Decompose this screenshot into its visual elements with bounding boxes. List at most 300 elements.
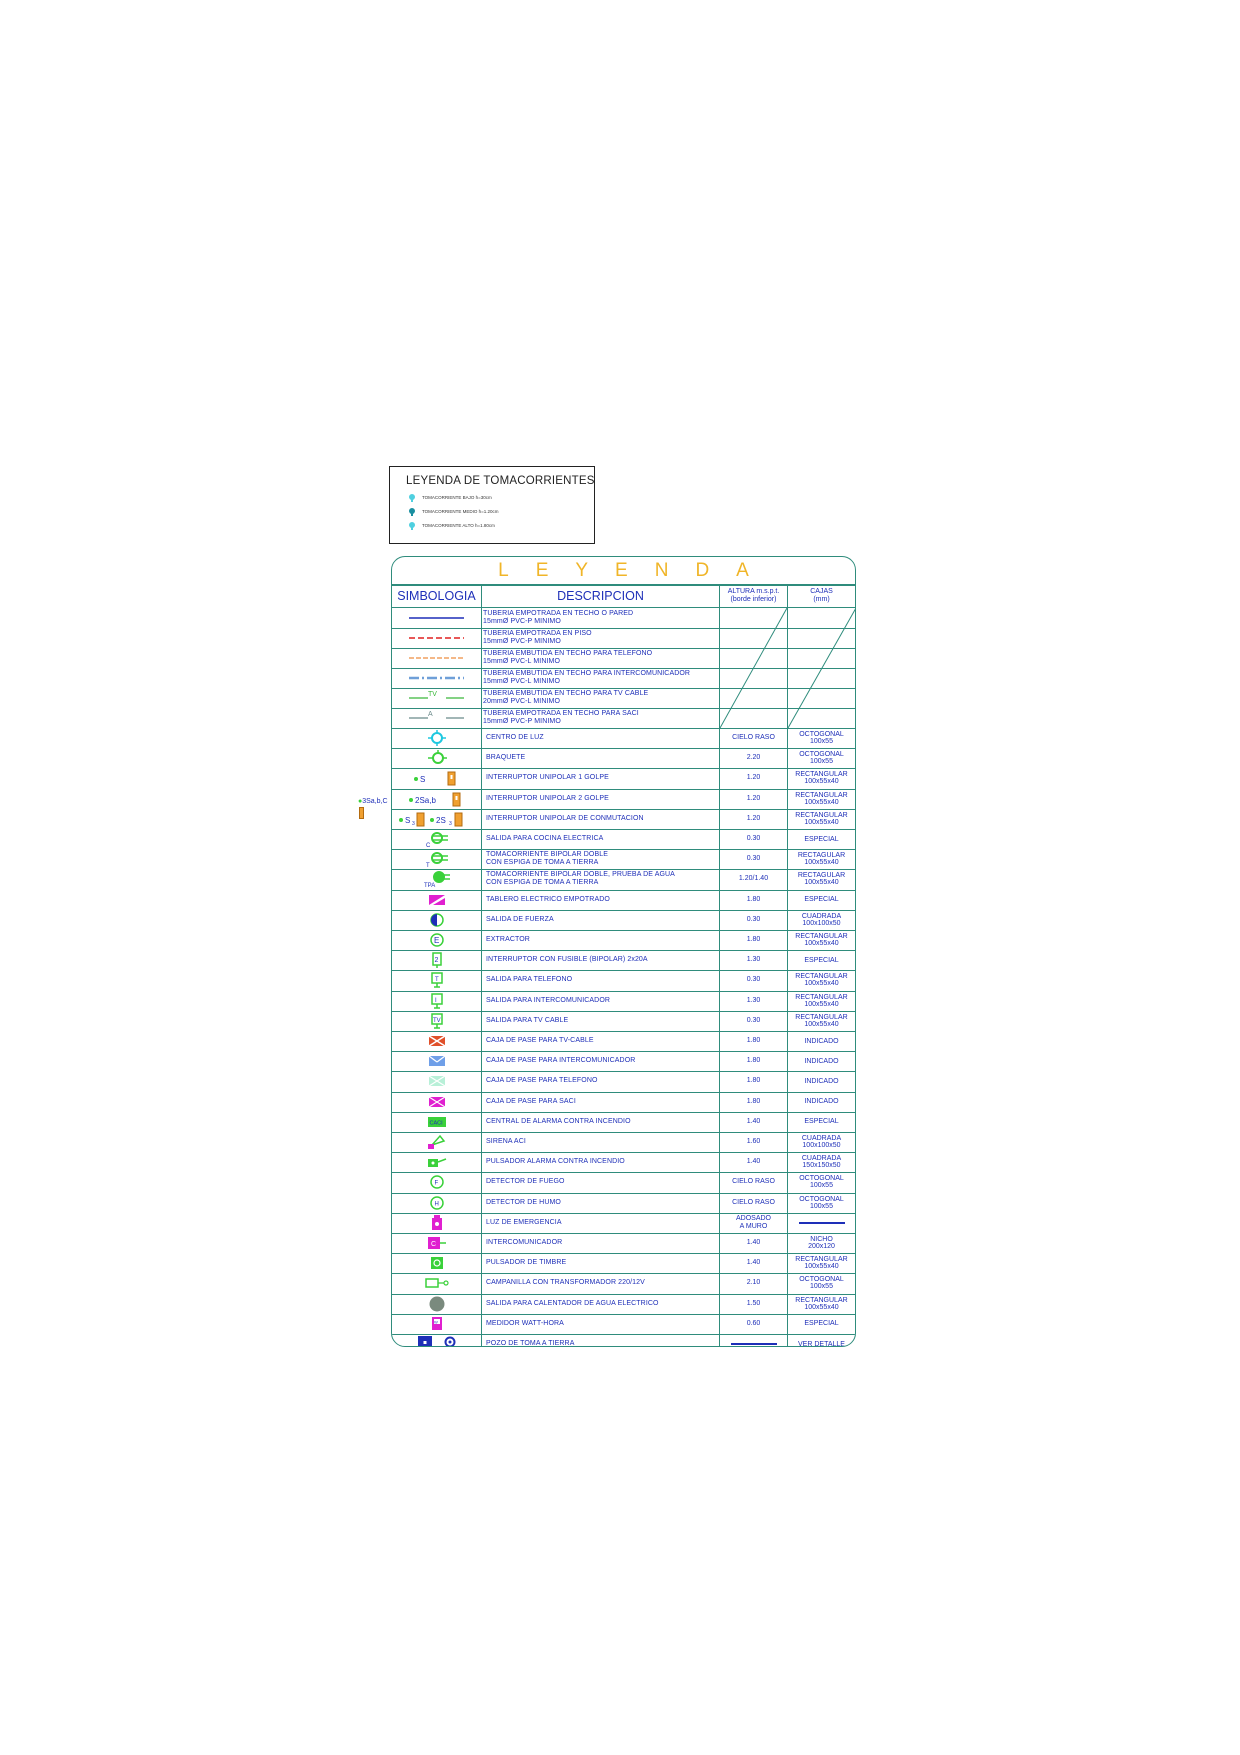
header-descripcion: DESCRIPCION xyxy=(557,589,644,603)
description-text: SALIDA PARA TELEFONO xyxy=(486,976,573,984)
svg-text:2: 2 xyxy=(434,957,438,965)
pipe-description xyxy=(483,668,715,688)
altura-value: 0.60 xyxy=(746,1319,761,1327)
legend-row xyxy=(392,1294,855,1314)
altura-value: 2.10 xyxy=(746,1279,761,1287)
altura-value: 1.80 xyxy=(746,1097,761,1105)
description-text: SALIDA PARA COCINA ELECTRICA xyxy=(486,835,604,843)
altura-value: CIELO RASO xyxy=(732,734,775,742)
altura-value: 2.20 xyxy=(746,754,761,762)
description-cell xyxy=(486,950,718,970)
cajas-value: INDICADO xyxy=(804,1057,839,1065)
dashed-red-line-icon xyxy=(404,631,469,645)
description-text: PULSADOR DE TIMBRE xyxy=(486,1259,567,1267)
legend-row xyxy=(392,1334,855,1347)
symbol-cell xyxy=(392,1172,481,1192)
description-cell xyxy=(486,1152,718,1172)
symbol-cell xyxy=(392,1112,481,1132)
description-text: DETECTOR DE FUEGO xyxy=(486,1178,565,1186)
cajas-value: RECTAGULAR 100x55x40 xyxy=(797,872,846,887)
altura-cell xyxy=(720,1193,787,1213)
description-cell xyxy=(486,1011,718,1031)
intercom-pull-box-icon xyxy=(427,1054,447,1068)
telephone-outlet-icon xyxy=(429,971,445,989)
legend-row xyxy=(392,849,855,869)
cajas-value: RECTANGULAR 100x55x40 xyxy=(795,771,848,786)
ground-well-icon xyxy=(416,1334,458,1347)
symbol-cell xyxy=(392,728,481,748)
altura-cell xyxy=(720,809,787,829)
cajas-cell xyxy=(788,1233,855,1253)
description-cell xyxy=(486,1294,718,1314)
cajas-cell xyxy=(788,869,855,889)
description-cell xyxy=(486,1314,718,1334)
legend-row xyxy=(392,1233,855,1253)
description-text: SALIDA PARA CALENTADOR DE AGUA ELECTRICO xyxy=(486,1299,659,1307)
pipe-description-text: TUBERIA EMPOTRADA EN TECHO O PARED 15mmØ PVC-P MINIMO xyxy=(483,610,634,625)
symbol-cell xyxy=(392,1334,481,1347)
legend-row xyxy=(392,1152,855,1172)
description-cell xyxy=(486,1051,718,1071)
symbol-cell xyxy=(392,829,481,849)
legend-row xyxy=(392,1011,855,1031)
altura-cell xyxy=(720,789,787,809)
pipe-symbol-cell xyxy=(392,708,481,728)
cajas-value: RECTAGULAR 100x55x40 xyxy=(797,852,846,867)
altura-cell xyxy=(720,890,787,910)
description-cell xyxy=(486,1273,718,1293)
bell-transformer-icon xyxy=(424,1276,450,1290)
cajas-cell xyxy=(788,1092,855,1112)
description-cell xyxy=(486,1112,718,1132)
svg-text:TV: TV xyxy=(432,1017,441,1024)
altura-cell xyxy=(720,748,787,768)
svg-text:I: I xyxy=(434,997,437,1004)
legend-row xyxy=(392,1071,855,1091)
switch-2-gang-icon xyxy=(407,791,467,807)
cajas-cell xyxy=(788,1253,855,1273)
altura-cell xyxy=(720,970,787,990)
switch-symbol-icon xyxy=(359,807,364,819)
svg-text:TPA: TPA xyxy=(423,883,435,890)
description-cell xyxy=(486,1213,718,1233)
symbol-cell xyxy=(392,1213,481,1233)
description-cell xyxy=(486,1193,718,1213)
legend-row xyxy=(392,1273,855,1293)
cajas-cell xyxy=(788,849,855,869)
toma-item-high xyxy=(408,519,495,531)
description-cell xyxy=(486,1071,718,1091)
symbol-cell xyxy=(392,768,481,788)
cajas-value: VER DETALLE xyxy=(798,1340,845,1347)
cajas-cell xyxy=(788,1273,855,1293)
cajas-cell xyxy=(788,1051,855,1071)
altura-cell xyxy=(720,1112,787,1132)
cajas-value: CUADRADA 150x150x50 xyxy=(801,1155,842,1170)
description-text: SALIDA PARA INTERCOMUNICADOR xyxy=(486,996,611,1004)
svg-text:T: T xyxy=(434,977,439,984)
main-legend xyxy=(391,556,856,1347)
cajas-value: ESPECIAL xyxy=(804,1320,839,1328)
legend-row xyxy=(392,789,855,809)
symbol-cell xyxy=(392,1152,481,1172)
pipe-description xyxy=(483,648,715,668)
outlet-low-icon xyxy=(408,493,416,502)
cajas-value: INDICADO xyxy=(804,1098,839,1106)
symbol-cell xyxy=(392,789,481,809)
cajas-cell xyxy=(788,991,855,1011)
svg-text:C: C xyxy=(425,843,430,849)
cajas-cell xyxy=(788,970,855,990)
description-text: TOMACORRIENTE BIPOLAR DOBLE, PRUEBA DE AGUA CON ESPIGA DE TOMA A TIERRA xyxy=(486,871,675,887)
altura-value: CIELO RASO xyxy=(732,1178,775,1186)
legend-row xyxy=(392,991,855,1011)
altura-value: 1.20/1.40 xyxy=(738,875,769,883)
cajas-value: ESPECIAL xyxy=(804,896,839,904)
intercom-outlet-icon xyxy=(429,992,445,1010)
description-cell xyxy=(486,1172,718,1192)
toma-item-label: TOMACORRIENTE MEDIO h=1.20cm xyxy=(422,508,499,514)
cajas-value: OCTOGONAL 100x55 xyxy=(799,731,844,746)
cajas-cell xyxy=(788,1172,855,1192)
symbol-cell xyxy=(392,1314,481,1334)
altura-cell xyxy=(720,1011,787,1031)
legend-row xyxy=(392,1314,855,1334)
cajas-cell xyxy=(788,809,855,829)
description-text: TOMACORRIENTE BIPOLAR DOBLE CON ESPIGA DE TOMA A TIERRA xyxy=(486,851,608,867)
tv-pull-box-icon xyxy=(427,1034,447,1048)
altura-cell xyxy=(720,1213,787,1233)
cajas-cell xyxy=(788,789,855,809)
cajas-cell xyxy=(788,910,855,930)
description-cell xyxy=(486,1253,718,1273)
description-text: CAMPANILLA CON TRANSFORMADOR 220/12V xyxy=(486,1279,645,1287)
altura-cell xyxy=(720,1051,787,1071)
emergency-light-icon xyxy=(428,1214,446,1232)
description-cell xyxy=(486,728,718,748)
pipe-description-text: TUBERIA EMBUTIDA EN TECHO PARA INTERCOMUNICADOR 15mmØ PVC-L MINIMO xyxy=(483,670,691,685)
description-text: SALIDA DE FUERZA xyxy=(486,915,554,923)
legend-row xyxy=(392,970,855,990)
legend-row xyxy=(392,869,855,889)
legend-row xyxy=(392,728,855,748)
description-cell xyxy=(486,789,718,809)
svg-text:CACI: CACI xyxy=(429,1120,443,1127)
svg-text:F: F xyxy=(434,1180,438,1187)
altura-value: 1.20 xyxy=(746,774,761,782)
pipe-symbol-cell xyxy=(392,668,481,688)
altura-value: 0.30 xyxy=(746,915,761,923)
altura-cell xyxy=(720,1273,787,1293)
toma-item-low xyxy=(408,491,492,503)
symbol-cell xyxy=(392,1011,481,1031)
description-cell xyxy=(486,829,718,849)
svg-text:W: W xyxy=(433,1319,438,1325)
altura-cell xyxy=(720,849,787,869)
cajas-value: RECTANGULAR 100x55x40 xyxy=(795,1296,848,1311)
description-cell xyxy=(486,1031,718,1051)
description-cell xyxy=(486,970,718,990)
legend-row xyxy=(392,748,855,768)
kitchen-outlet-icon xyxy=(424,830,450,848)
symbol-cell xyxy=(392,809,481,829)
symbol-cell xyxy=(392,748,481,768)
description-cell xyxy=(486,748,718,768)
phone-pull-box-icon xyxy=(427,1074,447,1088)
symbol-cell xyxy=(392,970,481,990)
svg-text:S: S xyxy=(404,815,410,825)
description-text: DETECTOR DE HUMO xyxy=(486,1198,561,1206)
pipe-description-text: TUBERIA EMPOTRADA EN PISO 15mmØ PVC-P MINIMO xyxy=(483,630,592,645)
description-text: BRAQUETE xyxy=(486,754,526,762)
header-simbologia: SIMBOLOGIA xyxy=(397,589,476,603)
fire-pull-station-icon xyxy=(426,1155,448,1169)
description-text: CAJA DE PASE PARA TV-CABLE xyxy=(486,1037,594,1045)
smoke-detector-icon xyxy=(428,1195,446,1211)
legend-row xyxy=(392,910,855,930)
cajas-value: NICHO 200x120 xyxy=(808,1236,835,1251)
pipe-line-tag: A xyxy=(428,711,433,718)
cajas-cell xyxy=(788,1314,855,1334)
symbol-cell xyxy=(392,849,481,869)
cajas-cell xyxy=(788,1193,855,1213)
pipe-symbol-cell xyxy=(392,608,481,628)
altura-cell xyxy=(720,728,787,748)
description-text: MEDIDOR WATT-HORA xyxy=(486,1319,564,1327)
pipe-rows-diagonal-marks xyxy=(720,608,856,728)
cajas-cell xyxy=(788,930,855,950)
cajas-value: RECTANGULAR 100x55x40 xyxy=(795,933,848,948)
altura-value: 1.20 xyxy=(746,814,761,822)
svg-text:S: S xyxy=(419,775,425,785)
power-outlet-icon xyxy=(428,912,446,928)
toma-item-label: TOMACORRIENTE BAJO h=30cm xyxy=(422,494,492,500)
fire-alarm-panel-icon xyxy=(426,1115,448,1129)
symbol-cell xyxy=(392,1092,481,1112)
doorbell-button-icon xyxy=(429,1255,445,1271)
fused-switch-icon xyxy=(429,951,445,969)
cajas-value: OCTOGONAL 100x55 xyxy=(799,1175,844,1190)
switch-1-gang-icon xyxy=(412,770,462,786)
switch-3-way-icon xyxy=(397,811,477,827)
altura-cell xyxy=(720,910,787,930)
fire-detector-icon xyxy=(428,1174,446,1190)
cajas-value: RECTANGULAR 100x55x40 xyxy=(795,791,848,806)
description-text: CAJA DE PASE PARA INTERCOMUNICADOR xyxy=(486,1057,636,1065)
extractor-icon xyxy=(428,932,446,948)
cajas-value: OCTOGONAL 100x55 xyxy=(799,1195,844,1210)
header-altura-text: ALTURA m.s.p.t. (borde inferior) xyxy=(727,588,780,603)
cajas-value: INDICADO xyxy=(804,1037,839,1045)
outside-switch-label: ●3Sa,b,C xyxy=(358,798,388,805)
altura-value: 1.30 xyxy=(746,956,761,964)
watt-hour-meter-icon xyxy=(429,1315,445,1333)
cajas-cell xyxy=(788,1213,855,1233)
description-text: INTERRUPTOR UNIPOLAR 1 GOLPE xyxy=(486,774,609,782)
svg-text:T: T xyxy=(425,863,430,869)
description-cell xyxy=(486,849,718,869)
altura-cell xyxy=(720,1172,787,1192)
outlet-high-icon xyxy=(408,521,416,530)
pipe-description xyxy=(483,608,715,628)
description-cell xyxy=(486,869,718,889)
altura-cell xyxy=(720,1314,787,1334)
pipe-description xyxy=(483,628,715,648)
cajas-cell xyxy=(788,829,855,849)
waterproof-outlet-icon xyxy=(422,869,452,889)
description-cell xyxy=(486,1233,718,1253)
description-text: CENTRAL DE ALARMA CONTRA INCENDIO xyxy=(486,1117,631,1125)
altura-value: 0.30 xyxy=(746,855,761,863)
altura-cell xyxy=(720,1152,787,1172)
cajas-value: RECTANGULAR 100x55x40 xyxy=(795,811,848,826)
outlet-mid-icon xyxy=(408,507,416,516)
legend-row xyxy=(392,1213,855,1233)
cajas-cell xyxy=(788,768,855,788)
description-cell xyxy=(486,890,718,910)
altura-cell xyxy=(720,1334,787,1347)
symbol-cell xyxy=(392,1051,481,1071)
description-cell xyxy=(486,1334,718,1347)
wall-bracket-light-icon xyxy=(426,750,448,766)
cajas-cell xyxy=(788,728,855,748)
description-cell xyxy=(486,991,718,1011)
cajas-cell xyxy=(788,1031,855,1051)
altura-value: 1.80 xyxy=(746,1057,761,1065)
altura-value: 1.20 xyxy=(746,794,761,802)
cajas-cell xyxy=(788,1152,855,1172)
description-text: PULSADOR ALARMA CONTRA INCENDIO xyxy=(486,1158,625,1166)
altura-cell xyxy=(720,829,787,849)
cajas-cell xyxy=(788,950,855,970)
description-text: LUZ DE EMERGENCIA xyxy=(486,1218,562,1226)
symbol-cell xyxy=(392,1193,481,1213)
altura-value: ADOSADO A MURO xyxy=(735,1214,771,1230)
symbol-cell xyxy=(392,1233,481,1253)
legend-row xyxy=(392,1112,855,1132)
altura-value: CIELO RASO xyxy=(732,1198,775,1206)
siren-icon xyxy=(426,1133,448,1151)
altura-value: 1.80 xyxy=(746,895,761,903)
header-cajas xyxy=(788,586,855,606)
symbol-cell xyxy=(392,930,481,950)
symbol-cell xyxy=(392,1071,481,1091)
pipe-line-tag: TV xyxy=(428,691,437,698)
symbol-cell xyxy=(392,869,481,889)
svg-text:3: 3 xyxy=(411,820,415,827)
legend-row xyxy=(392,1031,855,1051)
cajas-cell xyxy=(788,1334,855,1347)
description-text: SALIDA PARA TV CABLE xyxy=(486,1016,569,1024)
toma-item-label: TOMACORRIENTE ALTO h=1.80cm xyxy=(422,522,495,528)
legend-title: LEYENDA xyxy=(498,560,776,581)
altura-value: 1.80 xyxy=(746,1077,761,1085)
legend-row xyxy=(392,890,855,910)
saci-pull-box-icon xyxy=(427,1095,447,1109)
header-altura xyxy=(720,586,787,606)
svg-text:C: C xyxy=(430,1241,436,1249)
cajas-value: CUADRADA 100x100x50 xyxy=(801,912,842,927)
cajas-value: RECTANGULAR 100x55x40 xyxy=(795,1013,848,1028)
symbol-cell xyxy=(392,1294,481,1314)
altura-value: 1.30 xyxy=(746,996,761,1004)
pipe-symbol-cell xyxy=(392,688,481,708)
altura-cell xyxy=(720,1092,787,1112)
altura-cell xyxy=(720,768,787,788)
symbol-cell xyxy=(392,991,481,1011)
cajas-cell xyxy=(788,1011,855,1031)
ceiling-light-icon xyxy=(426,730,448,746)
description-text: TABLERO ELECTRICO EMPOTRADO xyxy=(486,895,610,903)
description-text: POZO DE TOMA A TIERRA xyxy=(486,1340,575,1347)
altura-value: 1.40 xyxy=(746,1239,761,1247)
altura-cell xyxy=(720,1071,787,1091)
legend-row xyxy=(392,1172,855,1192)
altura-dash-line xyxy=(731,1343,777,1345)
symbol-cell xyxy=(392,910,481,930)
altura-cell xyxy=(720,991,787,1011)
legend-row xyxy=(392,1253,855,1273)
description-cell xyxy=(486,1092,718,1112)
pipe-description-text: TUBERIA EMBUTIDA EN TECHO PARA TELEFONO 15mmØ PVC-L MINIMO xyxy=(483,650,653,665)
grounded-outlet-icon xyxy=(424,850,450,868)
altura-cell xyxy=(720,869,787,889)
legend-row xyxy=(392,1092,855,1112)
legend-row xyxy=(392,1051,855,1071)
symbol-cell xyxy=(392,1132,481,1152)
legend-row xyxy=(392,930,855,950)
legend-row xyxy=(392,829,855,849)
cajas-cell xyxy=(788,890,855,910)
description-text: CENTRO DE LUZ xyxy=(486,734,544,742)
altura-value: 1.40 xyxy=(746,1158,761,1166)
altura-cell xyxy=(720,1253,787,1273)
cajas-value: CUADRADA 100x100x50 xyxy=(801,1135,842,1150)
cajas-cell xyxy=(788,1071,855,1091)
pipe-description xyxy=(483,708,715,728)
altura-value: 1.60 xyxy=(746,1138,761,1146)
legend-row xyxy=(392,1193,855,1213)
description-cell xyxy=(486,1132,718,1152)
description-text: INTERRUPTOR UNIPOLAR DE CONMUTACION xyxy=(486,814,644,822)
description-text: SIRENA ACI xyxy=(486,1138,526,1146)
legend-row xyxy=(392,768,855,788)
toma-item-mid xyxy=(408,505,499,517)
distribution-board-icon xyxy=(427,893,447,907)
cajas-value: ESPECIAL xyxy=(804,835,839,843)
intercom-icon xyxy=(426,1235,448,1251)
cajas-cell xyxy=(788,1112,855,1132)
description-text: INTERRUPTOR UNIPOLAR 2 GOLPE xyxy=(486,794,609,802)
symbol-cell xyxy=(392,890,481,910)
altura-cell xyxy=(720,1294,787,1314)
altura-value: 1.40 xyxy=(746,1259,761,1267)
description-cell xyxy=(486,930,718,950)
svg-text:2Sa,b: 2Sa,b xyxy=(414,795,436,805)
cajas-cell xyxy=(788,1132,855,1152)
symbol-cell xyxy=(392,1253,481,1273)
pipe-description-text: TUBERIA EMPOTRADA EN TECHO PARA SACI 15mmØ PVC-P MINIMO xyxy=(483,710,639,725)
header-cajas-text: CAJAS (mm) xyxy=(810,588,833,603)
solid-blue-line-icon xyxy=(404,611,469,625)
altura-cell xyxy=(720,950,787,970)
svg-text:H: H xyxy=(434,1201,439,1208)
altura-cell xyxy=(720,1132,787,1152)
cajas-value: OCTOGONAL 100x55 xyxy=(799,751,844,766)
legend-row xyxy=(392,809,855,829)
cajas-cell xyxy=(788,1294,855,1314)
description-cell xyxy=(486,910,718,930)
